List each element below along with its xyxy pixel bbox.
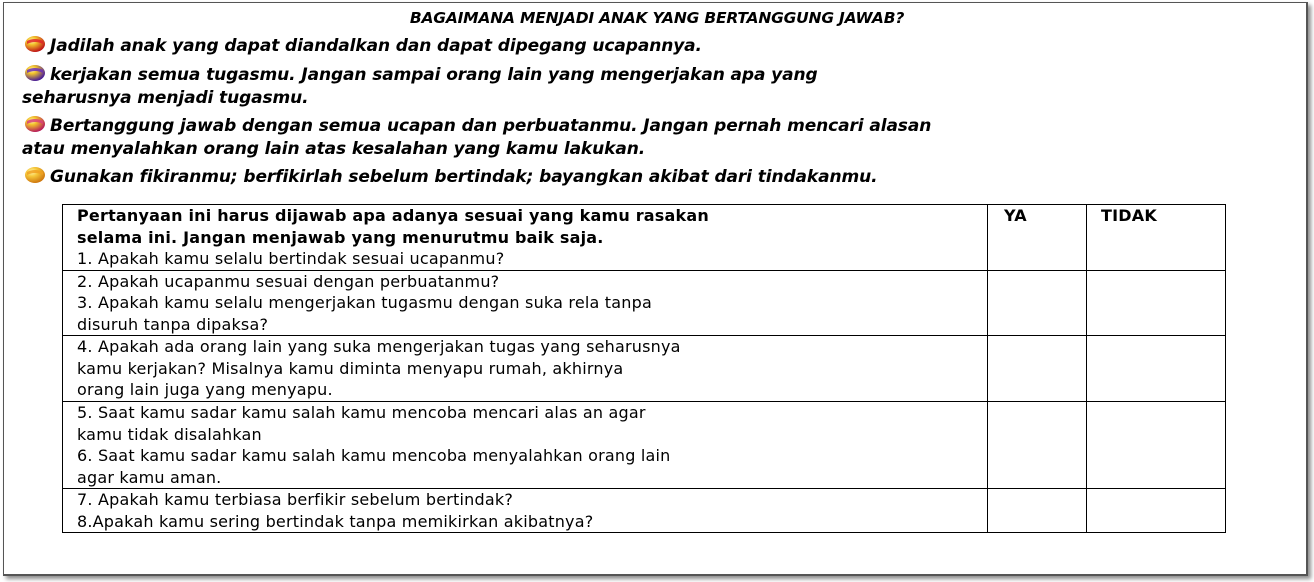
question-line: kamu kerjakan? Misalnya kamu diminta menyapu rumah, akhirnya — [77, 358, 624, 378]
question-1: 1. Apakah kamu selalu bertindak sesuai ucapanmu? — [77, 249, 505, 268]
tip-4-text: Gunakan fikiranmu; berfikirlah sebelum bertindak; bayangkan akibat dari tindakanmu. — [50, 167, 878, 187]
tip-4 — [24, 166, 877, 189]
page-title: BAGAIMANA MENJADI ANAK YANG BERTANGGUNG JAWAB? — [409, 9, 905, 27]
table-header-row — [63, 205, 1226, 271]
tip-2-text-line1: kerjakan semua tugasmu. Jangan sampai orang lain yang mengerjakan apa yang — [50, 65, 818, 85]
tidak-answer-cell[interactable] — [1087, 489, 1226, 533]
pink-ball-icon — [24, 115, 46, 133]
question-cell — [63, 489, 988, 533]
table-row — [63, 402, 1226, 489]
tidak-answer-cell[interactable] — [1087, 336, 1226, 402]
question-line: 4. Apakah ada orang lain yang suka mengerjakan tugas yang seharusnya — [77, 337, 681, 356]
red-ball-icon — [24, 35, 46, 53]
question-line: 7. Apakah kamu terbiasa berfikir sebelum bertindak? — [77, 490, 514, 509]
ya-answer-cell[interactable] — [988, 402, 1087, 489]
question-line: agar kamu aman. — [77, 467, 222, 487]
question-cell — [63, 270, 988, 336]
question-line: 8.Apakah kamu sering bertindak tanpa memikirkan akibatnya? — [77, 511, 594, 531]
question-line: kamu tidak disalahkan — [77, 424, 262, 444]
question-line: 5. Saat kamu sadar kamu salah kamu mencoba mencari alas an agar — [77, 403, 646, 422]
ya-answer-cell[interactable] — [988, 270, 1087, 336]
orange-ball-icon — [24, 166, 46, 184]
table-row — [63, 489, 1226, 533]
tip-2-text-line2: seharusnya menjadi tugasmu. — [22, 88, 309, 108]
question-cell — [63, 402, 988, 489]
question-header-cell — [63, 205, 988, 271]
tip-1-text: Jadilah anak yang dapat diandalkan dan dapat dipegang ucapannya. — [50, 36, 702, 56]
instruction-line-2: selama ini. Jangan menjawab yang menurutmu baik saja. — [77, 227, 604, 247]
tip-3-text-line1: Bertanggung jawab dengan semua ucapan dan perbuatanmu. Jangan pernah mencari alasan — [50, 116, 932, 136]
question-cell — [63, 336, 988, 402]
ya-answer-cell[interactable] — [988, 336, 1087, 402]
questionnaire-table — [62, 204, 1226, 533]
table-row — [63, 336, 1226, 402]
instruction-line-1: Pertanyaan ini harus dijawab apa adanya sesuai yang kamu rasakan — [77, 206, 709, 225]
tip-1 — [24, 35, 702, 58]
tip-2 — [24, 64, 818, 110]
question-line: 6. Saat kamu sadar kamu salah kamu mencoba menyalahkan orang lain — [77, 446, 671, 465]
tip-3-text-line2: atau menyalahkan orang lain atas kesalahan yang kamu lakukan. — [22, 139, 646, 159]
question-line: 2. Apakah ucapanmu sesuai dengan perbuatanmu? — [77, 271, 500, 291]
purple-ball-icon — [24, 64, 46, 82]
tidak-column-header: TIDAK — [1087, 205, 1226, 271]
tidak-answer-cell[interactable] — [1087, 402, 1226, 489]
tip-3 — [24, 115, 931, 161]
tidak-answer-cell[interactable] — [1087, 270, 1226, 336]
ya-answer-cell[interactable] — [988, 489, 1087, 533]
table-row — [63, 270, 1226, 336]
question-line: orang lain juga yang menyapu. — [77, 380, 333, 399]
question-line: 3. Apakah kamu selalu mengerjakan tugasmu dengan suka rela tanpa — [77, 293, 652, 312]
question-line: disuruh tanpa dipaksa? — [77, 314, 269, 334]
ya-column-header: YA — [988, 205, 1087, 271]
